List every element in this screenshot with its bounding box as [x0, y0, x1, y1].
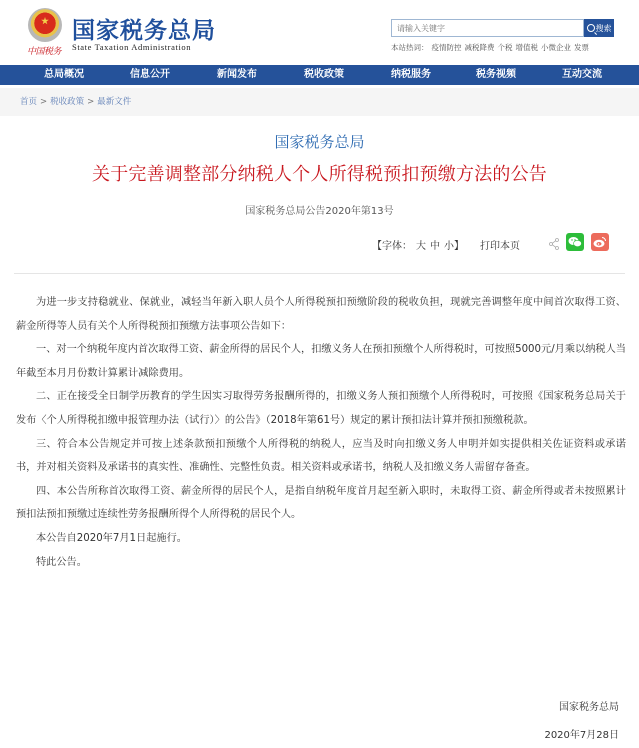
share-icon[interactable]	[549, 238, 559, 250]
national-emblem-logo-icon[interactable]	[28, 8, 62, 42]
breadcrumb-separator: >	[40, 97, 48, 107]
document-tools	[372, 236, 520, 252]
breadcrumb-latest-docs[interactable]: 最新文件	[97, 97, 132, 107]
nav-item-info-disclosure[interactable]: 信息公开	[130, 69, 170, 80]
paragraph-item-1: 一、对一个纳税年度内首次取得工资、薪金所得的居民个人，扣缴义务人在预扣预缴个人所得税时，可按照5000元/月乘以纳税人当年截至本月月份数计算累计减除费用。	[16, 344, 626, 379]
font-size-label: 【字体：	[372, 240, 412, 252]
search-button-label: 搜索	[595, 23, 612, 33]
wechat-share-icon[interactable]	[566, 233, 584, 251]
paragraph-intro: 为进一步支持稳就业、保就业，减轻当年新入职人员个人所得税预扣预缴阶段的税收负担，现就完善调整年度中间首次取得工资、薪金所得等人员有关个人所得税预扣预缴方法事项公告如下：	[16, 297, 626, 332]
document-title: 关于完善调整部分纳税人个人所得税预扣预缴方法的公告	[92, 164, 547, 185]
hot-word-link[interactable]: 发票	[574, 43, 589, 52]
breadcrumb-home[interactable]: 首页	[20, 97, 38, 107]
logo-calligraphy-text: 中国税务	[27, 47, 62, 57]
search-input[interactable]	[391, 19, 584, 37]
paragraph-item-2: 二、正在接受全日制学历教育的学生因实习取得劳务报酬所得的，扣缴义务人预扣预缴个人所得税时，可按照《国家税务总局关于发布〈个人所得税扣缴申报管理办法（试行）〉的公告》（2018年第61号）规定的累计预扣法计算并预扣预缴税款。	[16, 391, 626, 426]
nav-item-tax-policy[interactable]: 税收政策	[304, 69, 344, 80]
document-number: 国家税务总局公告2020年第13号	[245, 206, 394, 217]
search-icon	[587, 24, 595, 32]
breadcrumb-separator: >	[87, 97, 95, 107]
font-size-small-button[interactable]: 小】	[444, 240, 464, 252]
breadcrumb-tax-policy[interactable]: 税收政策	[50, 97, 85, 107]
hot-word-link[interactable]: 增值税	[515, 43, 538, 52]
hot-word-link[interactable]: 减税降费	[464, 43, 495, 52]
hot-words	[391, 42, 589, 53]
font-size-large-button[interactable]: 大	[416, 240, 426, 252]
nav-item-interaction[interactable]: 互动交流	[562, 69, 602, 80]
nav-item-tax-service[interactable]: 纳税服务	[391, 69, 431, 80]
hot-word-link[interactable]: 个税	[497, 43, 513, 52]
site-header	[0, 0, 639, 64]
paragraph-closing: 特此公告。	[36, 556, 87, 568]
weibo-share-icon[interactable]	[591, 233, 609, 251]
font-size-medium-button[interactable]: 中	[430, 240, 440, 252]
signature-issuer: 国家税务总局	[559, 702, 619, 713]
site-title-english: State Taxation Administration	[72, 42, 192, 52]
paragraph-item-4: 四、本公告所称首次取得工资、薪金所得的居民个人，是指自纳税年度首月起至新入职时，未取得工资、薪金所得或者未按照累计预扣法预扣预缴过连续性劳务报酬所得个人所得税的居民个人。	[16, 485, 626, 521]
hot-words-label: 本站热词：	[391, 43, 429, 52]
main-nav	[0, 65, 639, 85]
site-title[interactable]: 国家税务总局	[72, 18, 216, 44]
paragraph-effective-date: 本公告自2020年7月1日起施行。	[36, 532, 187, 544]
search-button[interactable]	[584, 19, 614, 37]
hot-word-link[interactable]: 小微企业	[541, 43, 571, 52]
document-body	[16, 291, 626, 574]
breadcrumb	[0, 88, 639, 116]
nav-item-tax-video[interactable]: 税务视频	[476, 69, 516, 80]
nav-item-news[interactable]: 新闻发布	[217, 69, 257, 80]
signature-date: 2020年7月28日	[544, 730, 619, 741]
document-issuer: 国家税务总局	[274, 133, 365, 151]
nav-item-overview[interactable]: 总局概况	[44, 69, 84, 80]
hot-word-link[interactable]: 疫情防控	[431, 43, 462, 52]
content-divider	[14, 273, 625, 274]
print-page-button[interactable]: 打印本页	[480, 240, 520, 252]
paragraph-item-3: 三、符合本公告规定并可按上述条款预扣预缴个人所得税的纳税人，应当及时向扣缴义务人申明并如实提供相关佐证资料或承诺书，并对相关资料及承诺书的真实性、准确性、完整性负责。相关资料或承诺书，纳税人及扣缴义务人需留存备查。	[16, 438, 626, 474]
